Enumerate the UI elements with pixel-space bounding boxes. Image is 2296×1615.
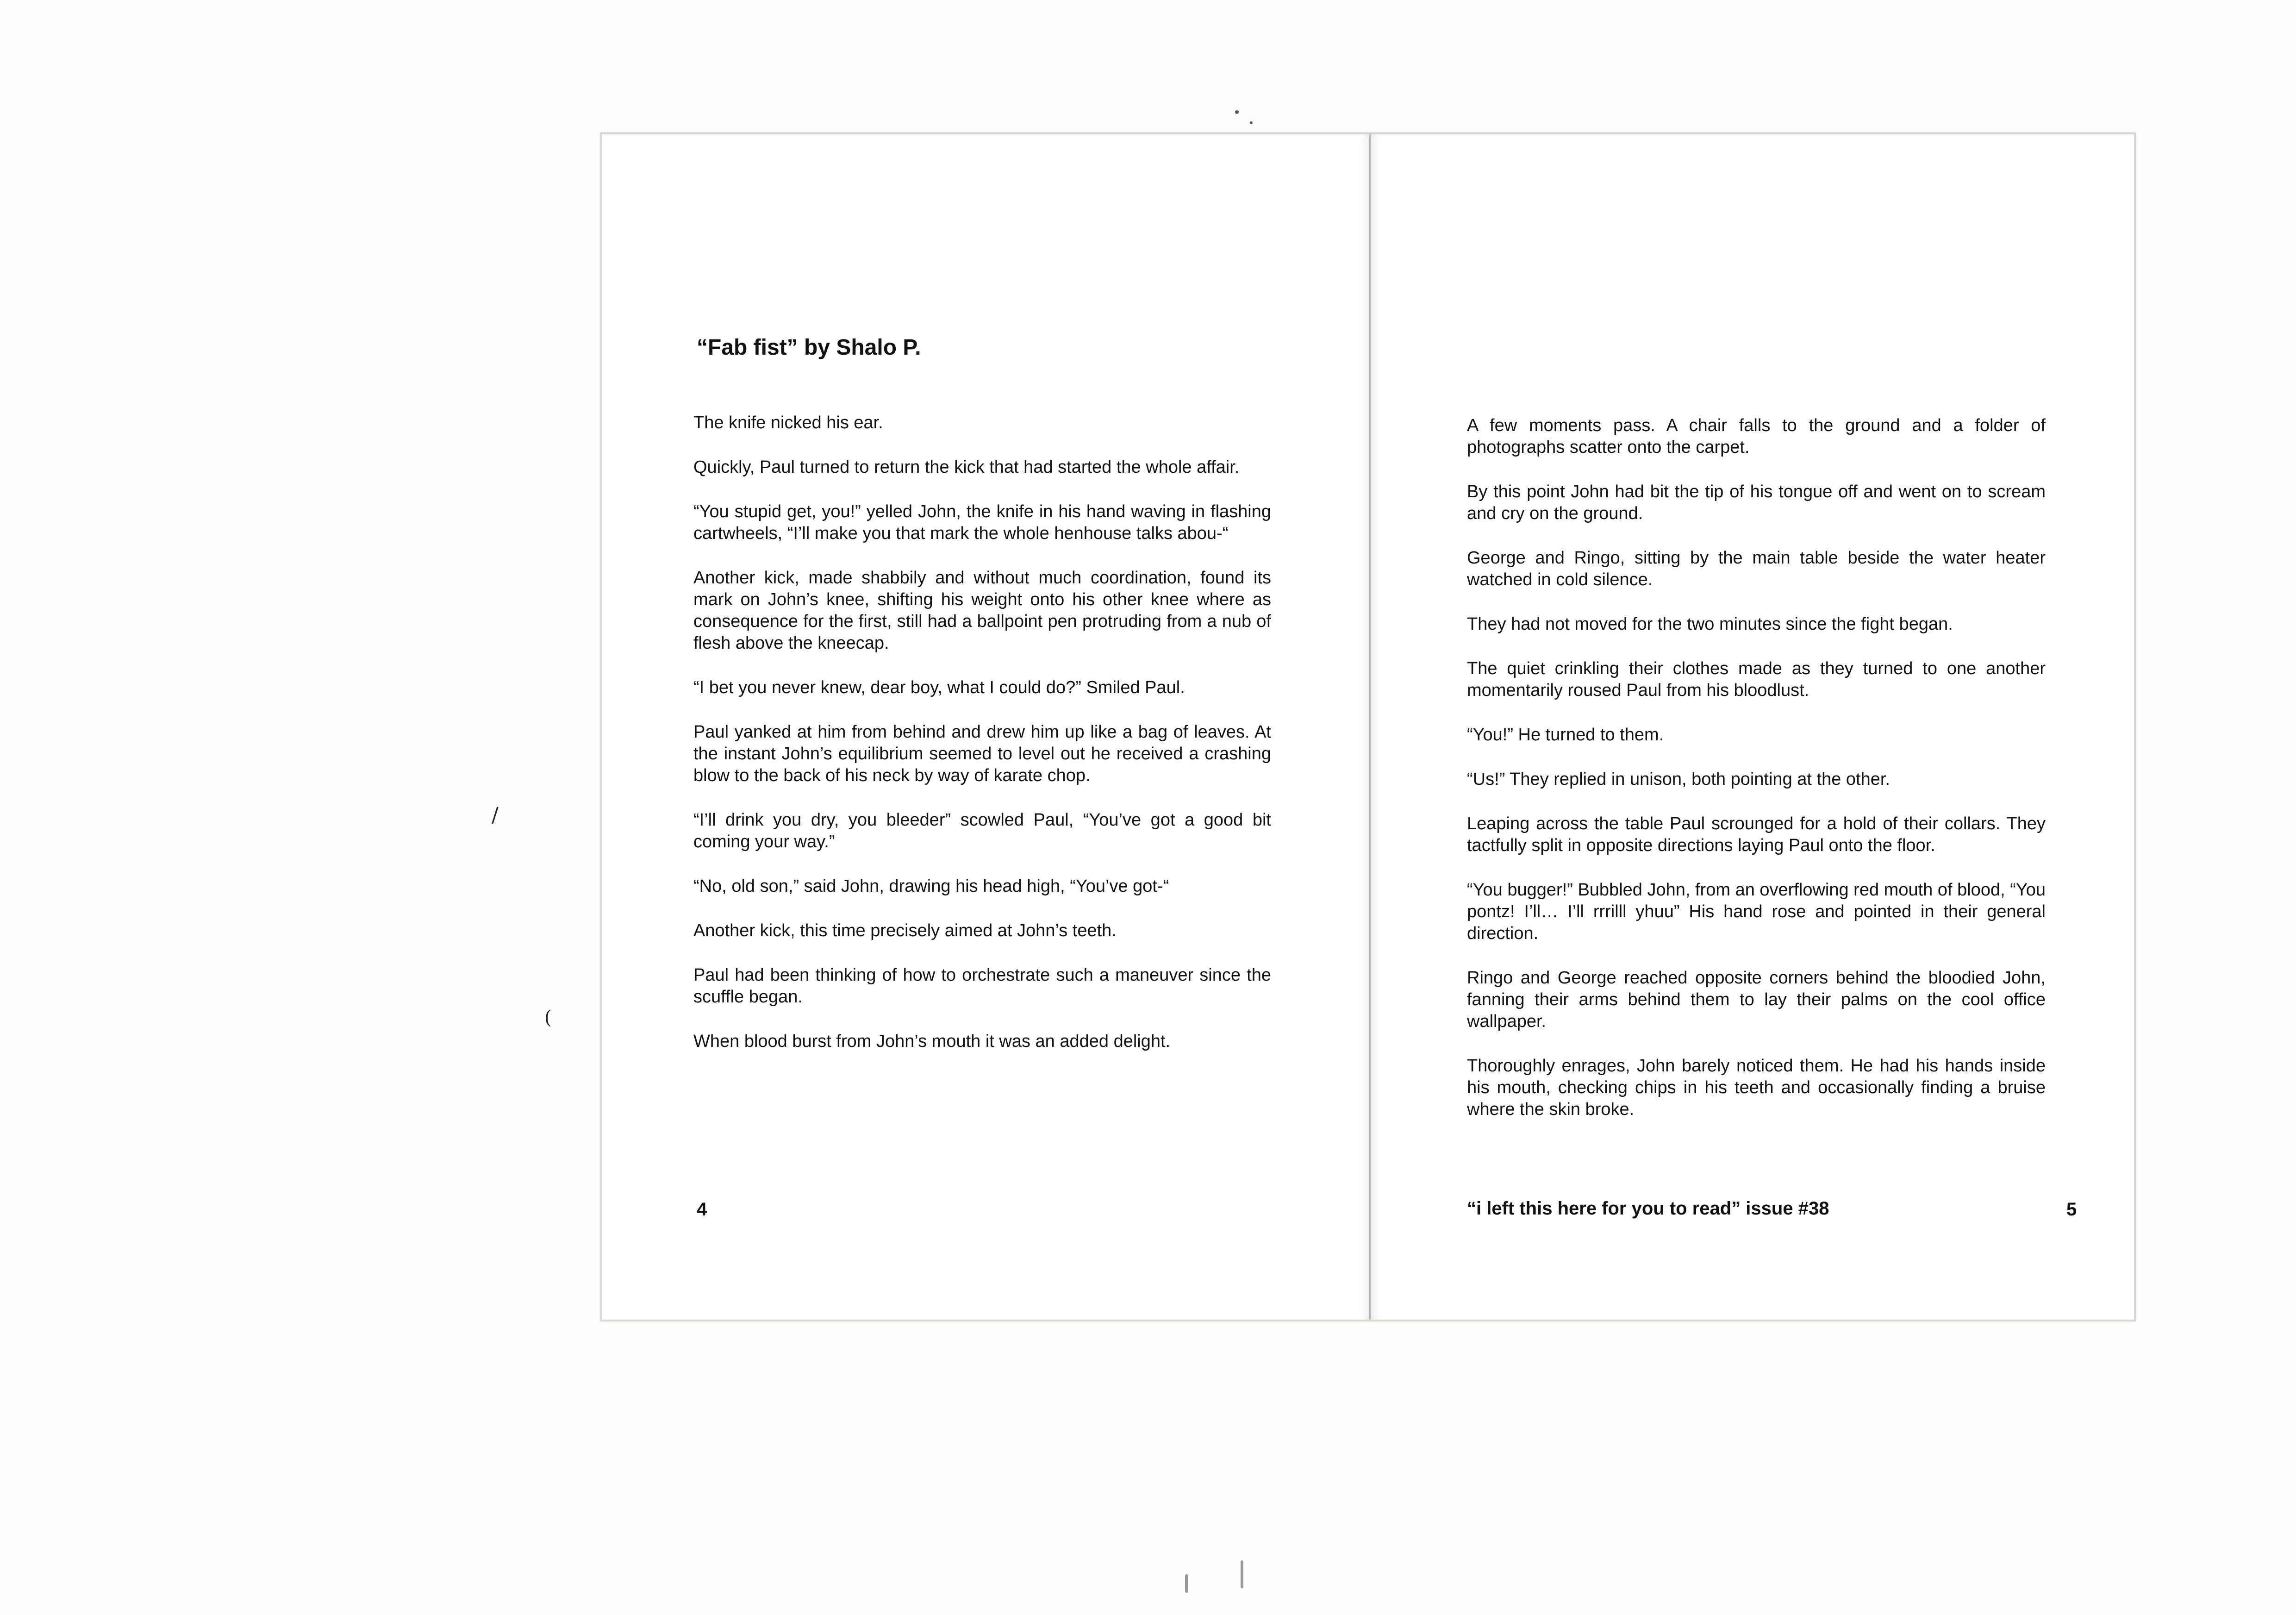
paragraph: By this point John had bit the tip of his tongue off and went on to scream and cry on the ground. — [1467, 482, 2046, 523]
paragraph: Ringo and George reached opposite corners behind the bloodied John, fanning their arms behind them to lay their palms on the cool office wallpaper. — [1467, 968, 2046, 1031]
paragraph: A few moments pass. A chair falls to the ground and a folder of photographs scatter onto the carpet. — [1467, 416, 2046, 457]
dust-speck-icon — [1185, 1574, 1188, 1593]
paragraph: “I’ll drink you dry, you bleeder” scowled Paul, “You’ve got a good bit coming your way.” — [693, 810, 1271, 851]
paragraph: The knife nicked his ear. — [693, 413, 883, 432]
paragraph: “You!” He turned to them. — [1467, 725, 1664, 745]
paragraph: George and Ringo, sitting by the main table beside the water heater watched in cold silence. — [1467, 548, 2046, 589]
dust-speck-icon — [1241, 1560, 1243, 1588]
right-page — [1371, 134, 2134, 1320]
paragraph: “You stupid get, you!” yelled John, the knife in his hand waving in flashing cartwheels, “I’ll make you that mark the whole henhouse talks abou-“ — [693, 502, 1271, 543]
paragraph: “No, old son,” said John, drawing his head high, “You’ve got-“ — [693, 876, 1169, 896]
paragraph: When blood burst from John’s mouth it was an added delight. — [693, 1032, 1171, 1051]
paragraph: Another kick, this time precisely aimed at John’s teeth. — [693, 921, 1117, 940]
scan-mark-icon: ( — [544, 1007, 552, 1028]
paragraph: They had not moved for the two minutes since the fight began. — [1467, 614, 1953, 634]
paragraph: Paul yanked at him from behind and drew him up like a bag of leaves. At the instant John’s equilibrium seemed to level out he received a crashing blow to the back of his neck by way of karate chop. — [693, 722, 1271, 785]
paragraph: “Us!” They replied in unison, both pointing at the other. — [1467, 770, 1890, 789]
open-booklet — [600, 132, 2136, 1321]
left-page — [602, 134, 1371, 1320]
paragraph: “You bugger!” Bubbled John, from an overflowing red mouth of blood, “You pontz! I’ll… I’ll rrrilll yhuu” His hand rose and pointed in their general direction. — [1467, 880, 2046, 943]
paragraph: Paul had been thinking of how to orchestrate such a maneuver since the scuffle began. — [693, 965, 1271, 1007]
story-title: “Fab fist” by Shalo P. — [697, 335, 921, 360]
paragraph: Quickly, Paul turned to return the kick that had started the whole affair. — [693, 457, 1240, 477]
dust-speck-icon — [1250, 121, 1253, 124]
paragraph: The quiet crinkling their clothes made as they turned to one another momentarily roused Paul from his bloodlust. — [1467, 659, 2046, 700]
paragraph: Another kick, made shabbily and without much coordination, found its mark on John’s knee, shifting his weight onto his other knee where as consequence for the first, still had a ballpoint pen protruding from a nub of flesh above the kneecap. — [693, 568, 1271, 653]
page-number: 5 — [2066, 1199, 2077, 1220]
scan-mark-icon: / — [492, 803, 499, 827]
right-page-text — [1467, 415, 2046, 1143]
paragraph: Leaping across the table Paul scrounged for a hold of their collars. They tactfully split in opposite directions laying Paul onto the floor. — [1467, 814, 2046, 855]
dust-speck-icon — [1235, 110, 1239, 114]
page-number: 4 — [697, 1199, 707, 1220]
paragraph: Thoroughly enrages, John barely noticed them. He had his hands inside his mouth, checking chips in his teeth and occasionally finding a bruise where the skin broke. — [1467, 1056, 2046, 1119]
left-page-text — [693, 412, 1271, 1075]
issue-footer: “i left this here for you to read” issue #38 — [1467, 1198, 1829, 1219]
paragraph: “I bet you never knew, dear boy, what I could do?” Smiled Paul. — [693, 678, 1185, 697]
